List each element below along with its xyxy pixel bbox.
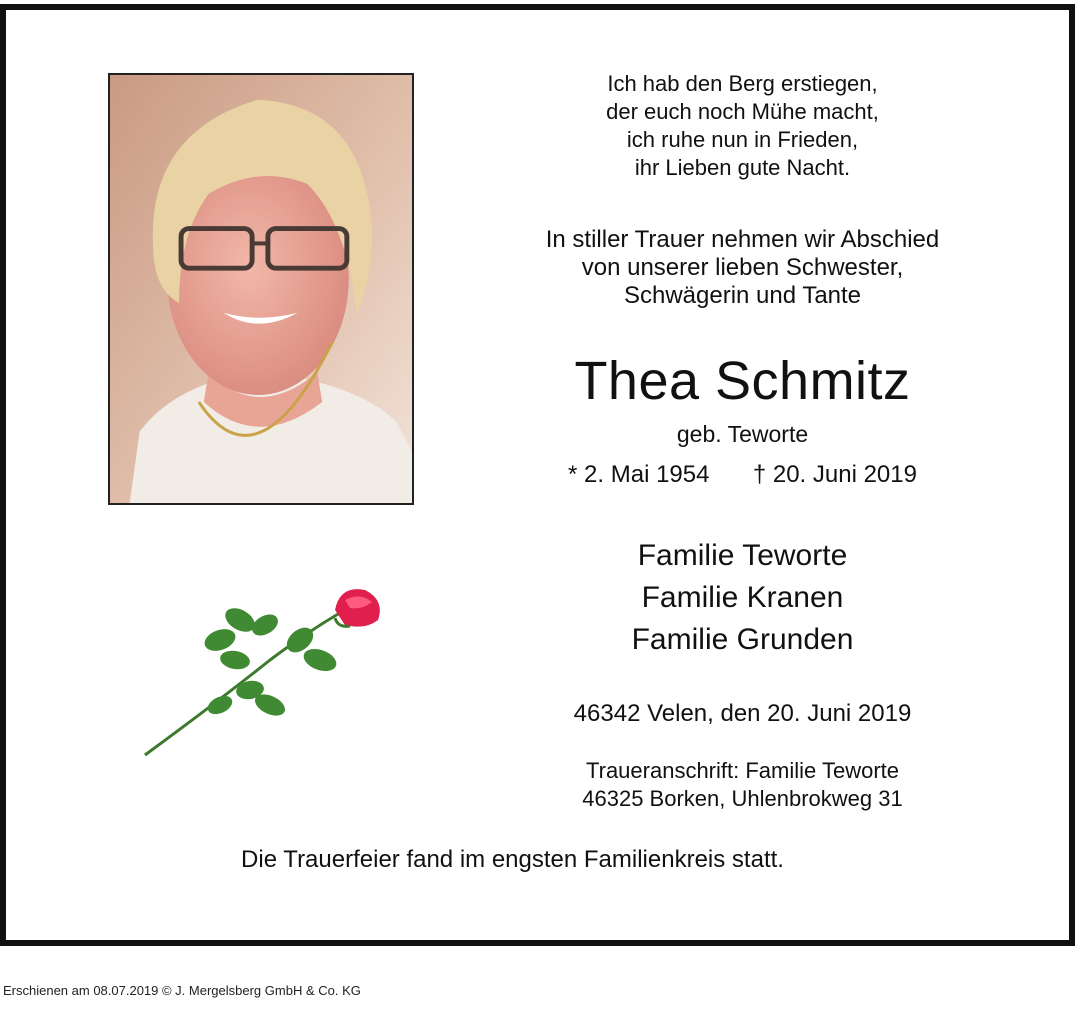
death-date: 20. Juni 2019 <box>772 461 917 488</box>
place-date: 46342 Velen, den 20. Juni 2019 <box>573 700 912 727</box>
intro-text <box>470 226 1015 310</box>
publication-footer: Erschienen am 08.07.2019 © J. Mergelsberg GmbH & Co. KG <box>3 983 361 998</box>
mourning-address <box>470 757 1015 813</box>
intro-line: Schwägerin und Tante <box>623 282 862 309</box>
closing-note: Die Trauerfeier fand im engsten Familienkreis statt. <box>241 846 784 873</box>
deceased-name: Thea Schmitz <box>574 351 911 411</box>
birth-date: 2. Mai 1954 <box>584 461 710 488</box>
poem-line: ich ruhe nun in Frieden, <box>626 127 859 152</box>
poem-line: Ich hab den Berg erstiegen, <box>607 71 878 96</box>
address-line: Traueranschrift: Familie Teworte <box>586 758 899 783</box>
death-symbol: † <box>752 461 767 488</box>
intro-line: von unserer lieben Schwester, <box>581 254 904 281</box>
life-dates <box>470 460 1015 490</box>
birth-name: geb. Teworte <box>676 421 809 447</box>
portrait-photo <box>108 73 414 505</box>
intro-line: In stiller Trauer nehmen wir Abschied <box>545 226 940 253</box>
family-list <box>470 535 1015 661</box>
birth-symbol: * <box>568 461 578 488</box>
rose-illustration <box>140 580 390 760</box>
poem-line: der euch noch Mühe macht, <box>606 99 879 124</box>
poem-line: ihr Lieben gute Nacht. <box>634 155 851 180</box>
address-line: 46325 Borken, Uhlenbrokweg 31 <box>582 786 903 811</box>
family-name: Familie Grunden <box>631 623 854 656</box>
poem <box>470 70 1015 182</box>
family-name: Familie Teworte <box>637 539 848 572</box>
family-name: Familie Kranen <box>641 581 844 614</box>
